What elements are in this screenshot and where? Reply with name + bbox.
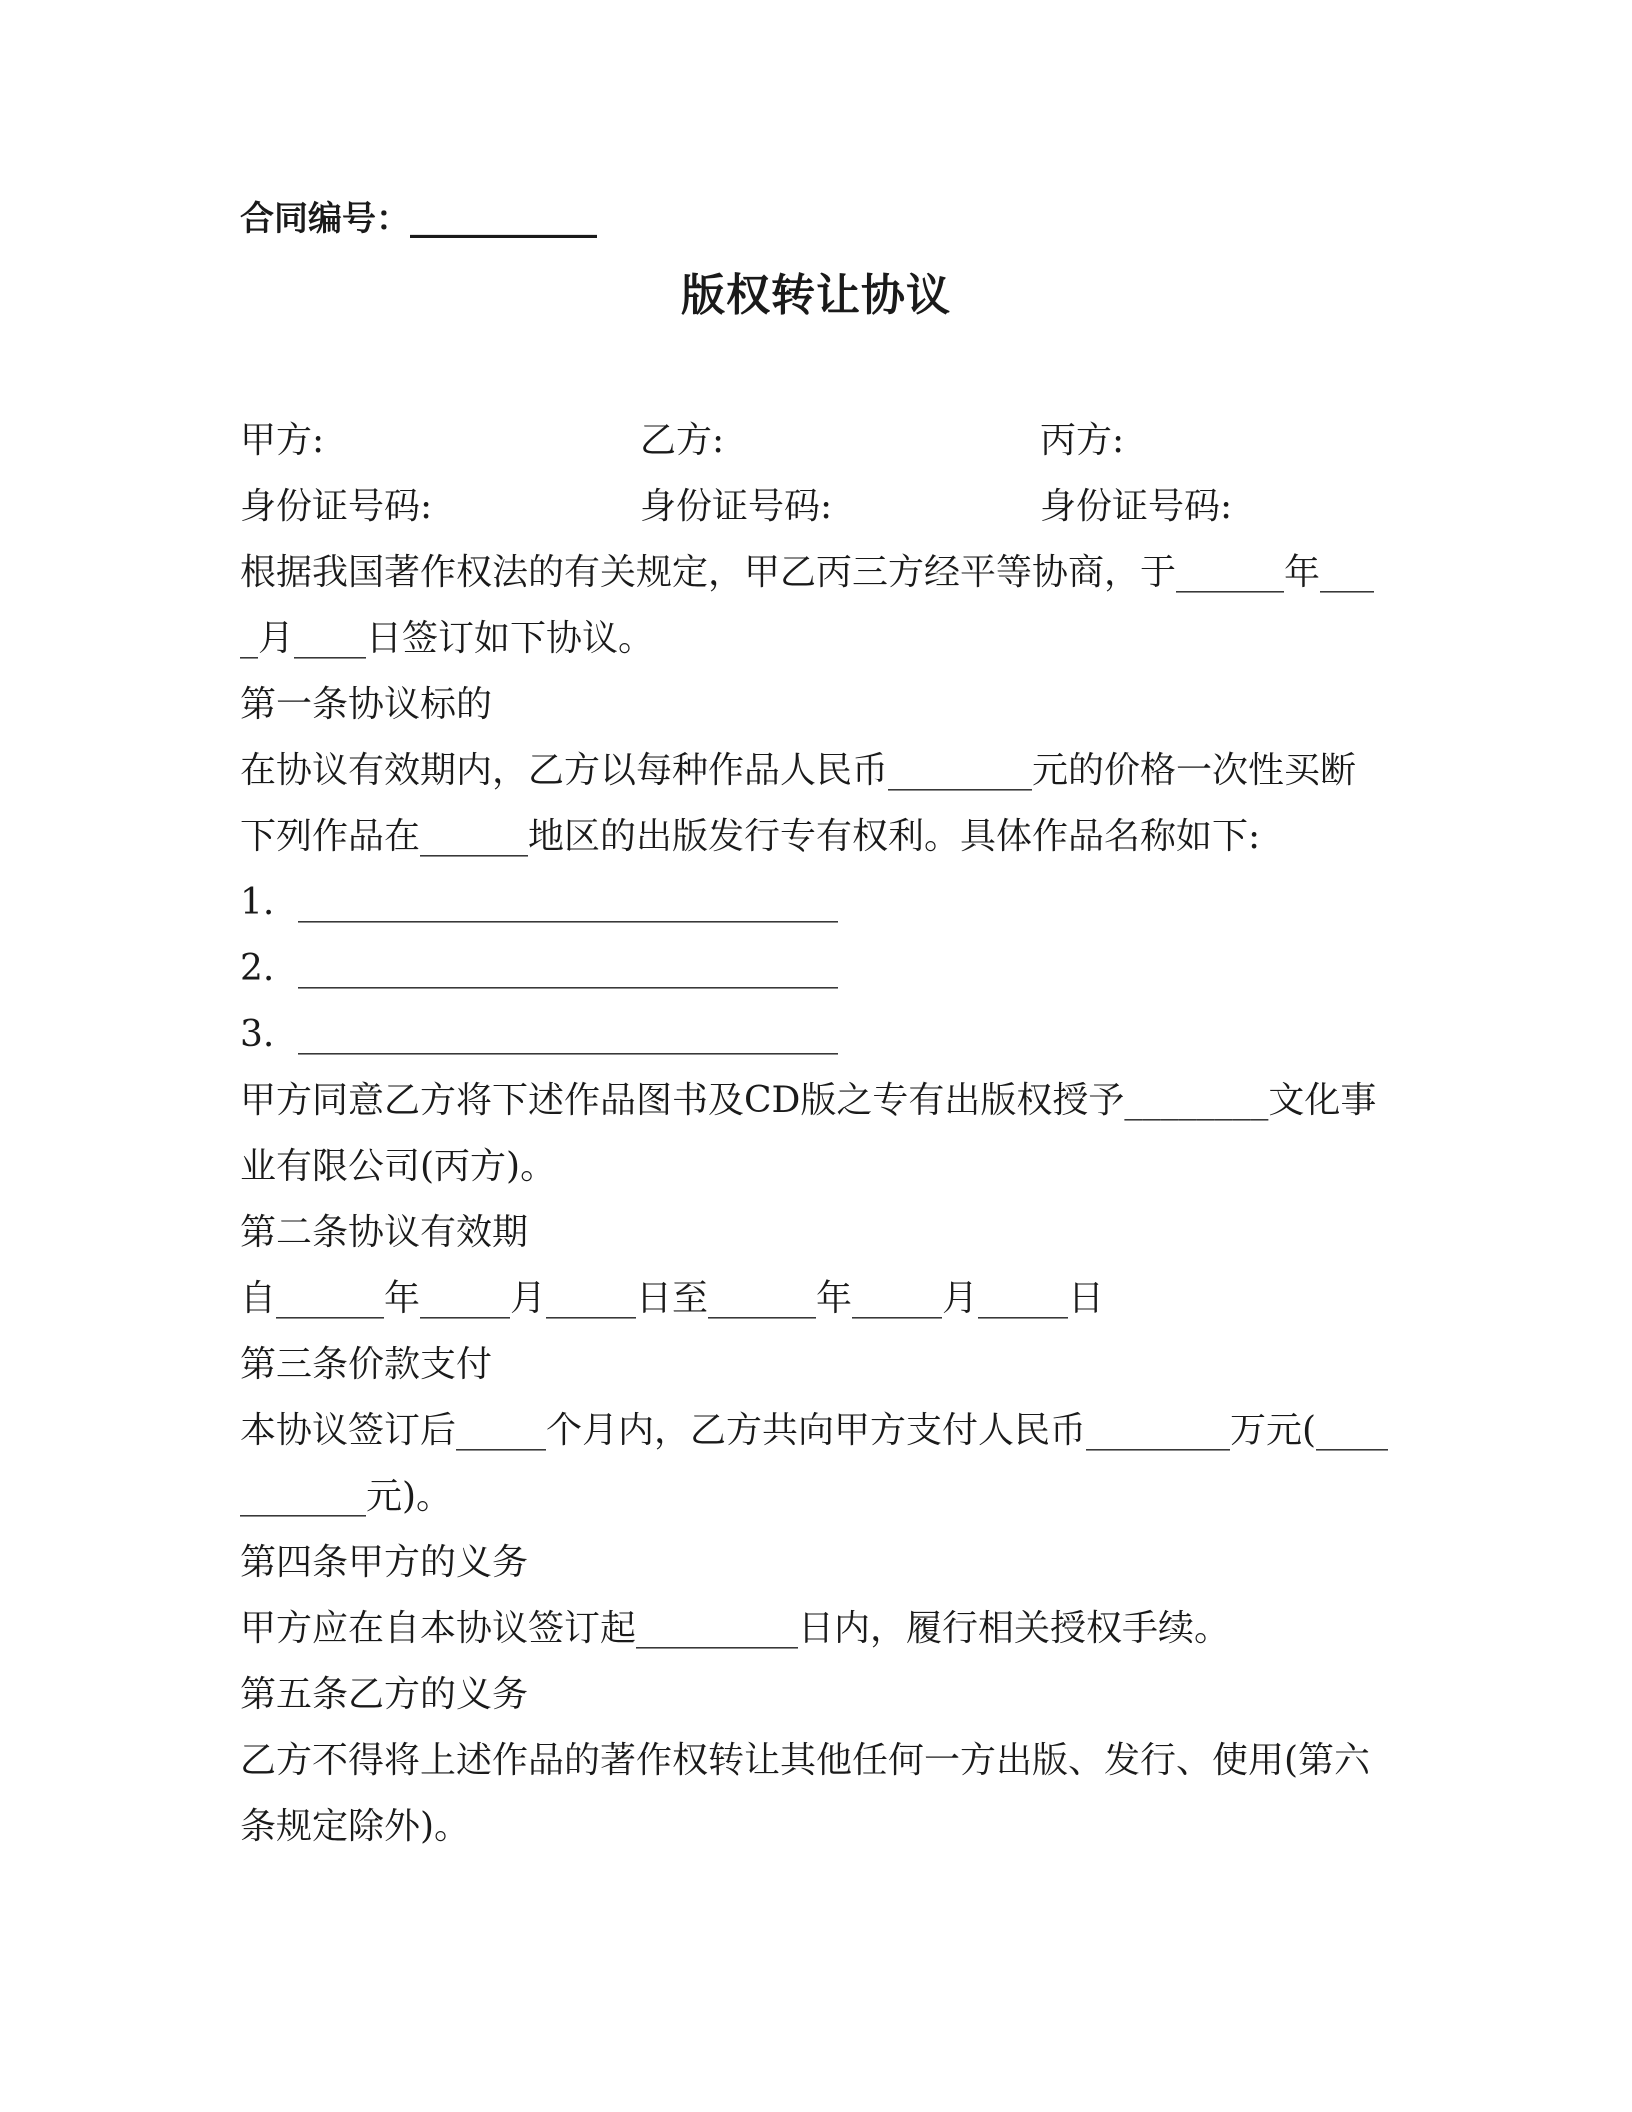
- work-item-blank: ______________________________: [298, 948, 838, 989]
- id-number-row: [240, 474, 1390, 540]
- article-4-text: 甲方应在自本协议签订起_________日内，履行相关授权手续。: [240, 1608, 1231, 1649]
- party-c-label: 丙方:: [1040, 420, 1125, 461]
- article-1-text: 在协议有效期内，乙方以每种作品人民币________元的价格一次性买断下列作品在______地区的出版发行专有权利。具体作品名称如下:: [240, 750, 1357, 857]
- party-c-id-label: 身份证号码:: [1040, 486, 1233, 527]
- work-item-3: [240, 1002, 1390, 1068]
- article-2-text: 自______年_____月_____日至______年_____月_____日: [240, 1278, 1104, 1319]
- party-b-id-label: 身份证号码:: [640, 486, 833, 527]
- work-item-blank: ______________________________: [298, 1014, 838, 1055]
- intro-paragraph: 根据我国著作权法的有关规定，甲乙丙三方经平等协商，于______年____月____日签订如下协议。: [240, 552, 1375, 659]
- article-3-text: 本协议签订后_____个月内，乙方共向甲方支付人民币________万元(___________元)。: [240, 1410, 1389, 1517]
- article-5-title: 第五条乙方的义务: [240, 1674, 529, 1715]
- party-a-label: 甲方:: [240, 420, 325, 461]
- article-2-title: 第二条协议有效期: [240, 1212, 529, 1253]
- article-1-text-2: 甲方同意乙方将下述作品图书及CD版之专有出版权授予________文化事业有限公司(丙方)。: [240, 1080, 1377, 1187]
- document-body: [240, 408, 1390, 1860]
- contract-number: 合同编号：___________: [240, 199, 597, 239]
- work-item-1: [240, 870, 1390, 936]
- party-b-label: 乙方:: [640, 420, 725, 461]
- work-item-blank: ______________________________: [298, 882, 838, 923]
- work-item-number: 3.: [240, 1014, 275, 1055]
- work-item-number: 2.: [240, 948, 275, 989]
- article-3-title: 第三条价款支付: [240, 1344, 493, 1385]
- article-5-text: 乙方不得将上述作品的著作权转让其他任何一方出版、发行、使用(第六条规定除外)。: [240, 1740, 1371, 1847]
- article-1-title: 第一条协议标的: [240, 684, 493, 725]
- party-a-id-label: 身份证号码:: [240, 486, 433, 527]
- work-item-number: 1.: [240, 882, 275, 923]
- document-title: 版权转让协议: [681, 270, 951, 321]
- work-item-2: [240, 936, 1390, 1002]
- article-4-title: 第四条甲方的义务: [240, 1542, 529, 1583]
- parties-row: [240, 408, 1390, 474]
